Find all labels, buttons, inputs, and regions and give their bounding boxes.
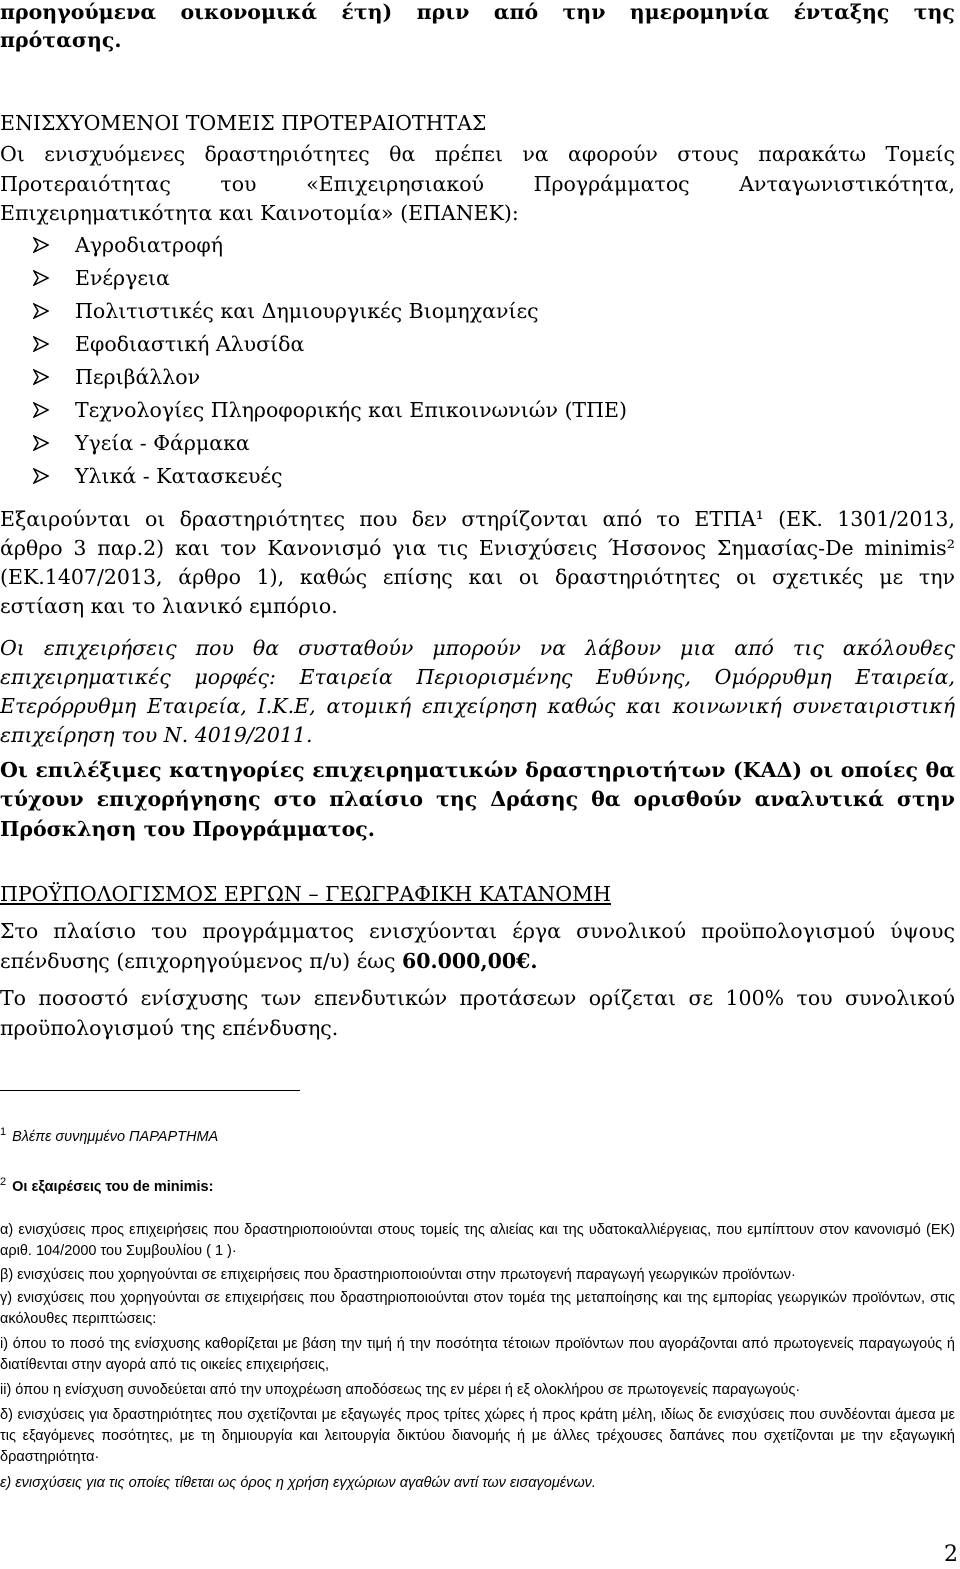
word: συσταθούν: [298, 636, 414, 660]
word: επιχορήγησης: [96, 787, 261, 811]
word: Στο: [0, 919, 39, 943]
word: ποσοστό: [38, 986, 129, 1010]
word: οι: [736, 565, 757, 589]
footnote-item-ii: ii) όπου η ενίσχυση συνοδεύεται από την υποχρέωση αποδόσεως της εν μέρει ή εξ ολοκλήρου σε πρωτογενείς παραγωγούς·: [0, 1382, 801, 1398]
word: ατομική: [326, 694, 412, 718]
word: θα: [389, 142, 416, 166]
word: Οι: [0, 636, 25, 660]
word: Ανταγωνιστικότητα,: [739, 172, 955, 196]
word: θα: [925, 758, 955, 782]
word: προγράμματος: [202, 919, 355, 943]
word: μια: [680, 636, 716, 660]
word: άρθρο: [0, 536, 63, 560]
list-item: [0, 294, 627, 327]
word: που: [359, 507, 398, 531]
word: κοινωνική: [672, 694, 782, 718]
list-item-label: Ενέργεια: [75, 265, 170, 290]
exclusions-line-4: εστίαση και το λιανικό εμπόριο.: [0, 594, 338, 618]
word: στους: [677, 142, 739, 166]
word: πλαίσιο: [53, 919, 137, 943]
list-item-label: Εφοδιαστική Αλυσίδα: [75, 331, 305, 356]
word: ύψους: [890, 919, 955, 943]
word: (ΕΚ.: [778, 507, 823, 531]
word: να: [522, 142, 549, 166]
arrow-bullet-icon: [33, 303, 49, 319]
budget-p1-line-2: [0, 947, 960, 976]
arrow-bullet-icon: [33, 435, 49, 451]
word: των: [260, 986, 302, 1010]
footnote-item-i: i) όπου το ποσό της ενίσχυσης καθορίζεται με βάση την τιμή ή την ποσότητα τέτοιων προϊόντων που αγοράζονται από πρωτογενείς παραγωγούς ή διατίθενται στην αγορά από τις οικείες επιχειρήσεις,: [0, 1336, 955, 1373]
word: του: [151, 919, 188, 943]
word: έργα: [512, 919, 562, 943]
carryover-line-1: [0, 0, 955, 27]
word: (ΚΑΔ): [733, 758, 803, 782]
word: ορισθούν: [633, 787, 742, 811]
word: συνεταιριστική: [792, 694, 955, 718]
word: πλαίσιο: [329, 787, 424, 811]
budget-amount: 60.000,00€.: [401, 949, 538, 973]
list-item: [0, 393, 627, 426]
sectors-intro-line-3: Επιχειρηματικότητα και Καινοτομία» (ΕΠΑΝΕΚ):: [0, 201, 519, 225]
word: Κανονισμό: [267, 536, 382, 560]
word: επιχειρήσεις: [43, 636, 177, 660]
sectors-heading: ΕΝΙΣΧΥΟΜΕΝΟΙ ΤΟΜΕΙΣ ΠΡΟΤΕΡΑΙΟΤΗΤΑΣ: [0, 111, 487, 135]
word: δραστηριότητες: [204, 142, 370, 166]
list-item: [0, 327, 627, 360]
word: Ενισχύσεις: [478, 536, 598, 560]
word: στηρίζονται: [461, 507, 589, 531]
word: ορίζεται: [588, 986, 677, 1010]
arrow-bullet-icon: [33, 369, 49, 385]
list-item-label: Υγεία - Φάρμακα: [75, 430, 250, 455]
word: κατηγορίες: [169, 758, 305, 782]
word: δραστηριότητες: [554, 565, 721, 589]
word: 3: [73, 536, 87, 560]
budget-text: επένδυσης (επιχορηγούμενος π/υ) έως: [0, 949, 402, 973]
forms-line-4: επιχείρηση του Ν. 4019/2011.: [0, 723, 313, 747]
word: του: [220, 172, 257, 196]
list-item-label: Πολιτιστικές και Δημιουργικές Βιομηχανίες: [75, 298, 539, 323]
word: συνολικού: [845, 986, 955, 1010]
word: με: [879, 565, 904, 589]
word: Περιορισμένης: [416, 665, 573, 689]
word: επενδυτικών: [313, 986, 448, 1010]
budget-p2-line-1: [0, 984, 955, 1013]
word: στην: [896, 787, 955, 811]
word: οι: [144, 507, 166, 531]
footnote-item-d: δ) ενισχύσεις για δραστηριότητες που σχετίζονται με εξαγωγές προς τρίτες χώρες ή προς κράτη μέλη, ιδίως δε ενισχύσεις που συνδέονται άμεσα με τις εξαγόμενες ποσότητες, με τη δημιουργία και λειτουργία δικτύου διανομής ή με άλλες τρέχουσες δαπάνες που σχετίζονται με την εξαγωγική δραστηριότητα·: [0, 1407, 955, 1465]
word: σχετικές: [772, 565, 864, 589]
word: καθώς: [547, 694, 616, 718]
word: της: [913, 0, 955, 24]
sectors-intro-line-2: [0, 170, 955, 199]
word: τον: [220, 536, 257, 560]
word: επιλέξιμες: [35, 758, 162, 782]
word: ημερομηνία: [629, 0, 770, 24]
word: το: [656, 507, 681, 531]
footnote-item-c: γ) ενισχύσεις που χορηγούνται σε επιχειρήσεις που δραστηριοποιούνται στον τομέα της μεταποίησης και της εμπορίας γεωργικών προϊόντων, στις ακόλουθες περιπτώσεις:: [0, 1290, 955, 1327]
word: που: [195, 636, 234, 660]
word: οι: [809, 758, 834, 782]
carryover-line-2: πρότασης.: [0, 28, 122, 52]
word: ακόλουθες: [842, 636, 955, 660]
word: δραστηριότητες: [179, 507, 345, 531]
word: του: [796, 986, 833, 1010]
forms-line-3: [0, 692, 955, 721]
list-item-label: Υλικά - Κατασκευές: [75, 463, 283, 488]
list-item: [0, 360, 627, 393]
word: Ευθύνης,: [596, 665, 691, 689]
word: ΕΤΠΑ¹: [694, 507, 764, 531]
word: Εταιρεία,: [147, 694, 247, 718]
word: στο: [273, 787, 317, 811]
forms-line-1: [0, 634, 955, 663]
word: τις: [437, 536, 469, 560]
list-item: [0, 426, 627, 459]
word: τις: [792, 636, 824, 660]
word: Ετερόρρυθμη: [0, 694, 137, 718]
word: επίσης: [382, 565, 453, 589]
arrow-bullet-icon: [33, 402, 49, 418]
word: επιχειρηματικές: [0, 665, 171, 689]
word: θα: [591, 787, 621, 811]
word: από: [493, 0, 539, 24]
kad-line-1: [0, 756, 955, 785]
footnote-number: 1: [0, 1126, 7, 1138]
word: τύχουν: [0, 787, 84, 811]
page-number: 2: [944, 1542, 958, 1567]
list-item-label: Περιβάλλον: [75, 364, 201, 389]
budget-p2-line-2: προϋπολογισμού της επένδυσης.: [0, 1016, 339, 1040]
word: μπορούν: [432, 636, 521, 660]
word: Ήσσονος: [608, 536, 707, 560]
word: Εξαιρούνται: [0, 507, 131, 531]
word: από: [602, 507, 643, 531]
footnote-1: [0, 1127, 955, 1149]
list-item: [0, 261, 627, 294]
word: επιχείρηση: [422, 694, 537, 718]
word: (ΕΚ.1407/2013,: [0, 565, 163, 589]
word: οποίες: [840, 758, 918, 782]
word: και: [468, 565, 504, 589]
word: σε: [688, 986, 714, 1010]
word: παρακάτω: [758, 142, 867, 166]
word: 1),: [256, 565, 285, 589]
word: ενισχύονται: [369, 919, 498, 943]
word: Οι: [0, 758, 28, 782]
word: Εταιρεία,: [855, 665, 955, 689]
list-item: [0, 459, 627, 492]
word: πρέπει: [434, 142, 503, 166]
word: θα: [252, 636, 280, 660]
word: να: [539, 636, 567, 660]
word: «Επιχειρησιακού: [306, 172, 485, 196]
arrow-bullet-icon: [33, 237, 49, 253]
word: της: [436, 787, 478, 811]
footnote-number: 2: [0, 1176, 7, 1188]
list-item-label: Αγροδιατροφή: [75, 232, 224, 257]
list-item-label: Τεχνολογίες Πληροφορικής και Επικοινωνιών (ΤΠΕ): [75, 397, 627, 422]
word: ενισχυόμενες: [44, 142, 186, 166]
arrow-bullet-icon: [33, 468, 49, 484]
footnote-item-b: β) ενισχύσεις που χορηγούνται σε επιχειρήσεις που δραστηριοποιούνται στην πρωτογενή παραγωγή γεωργικών προϊόντων·: [0, 1267, 796, 1283]
word: και: [174, 536, 210, 560]
word: προϋπολογισμού: [701, 919, 876, 943]
word: για: [392, 536, 427, 560]
forms-line-2: [0, 663, 955, 692]
sectors-intro-line-1: [0, 140, 955, 169]
word: 1301/2013,: [837, 507, 955, 531]
arrow-bullet-icon: [33, 336, 49, 352]
word: minimis²: [864, 536, 955, 560]
exclusions-line-1: [0, 505, 955, 534]
word: την: [918, 565, 955, 589]
list-item: [0, 228, 627, 261]
word: Οι: [0, 142, 25, 166]
word: πριν: [416, 0, 470, 24]
word: επιχειρηματικών: [312, 758, 518, 782]
footnote-2: [0, 1177, 955, 1199]
word: την: [562, 0, 606, 24]
word: Προτεραιότητας: [0, 172, 171, 196]
word: μορφές:: [194, 665, 276, 689]
arrow-bullet-icon: [33, 270, 49, 286]
word: προτάσεων: [459, 986, 577, 1010]
word: Δράσης: [490, 787, 579, 811]
word: αναλυτικά: [754, 787, 884, 811]
word: 100%: [725, 986, 785, 1010]
word: Το: [0, 986, 27, 1010]
justified-row: [0, 0, 955, 27]
exclusions-line-2: [0, 534, 955, 563]
sectors-list: [0, 228, 627, 492]
word: συνολικού: [576, 919, 687, 943]
word: δραστηριοτήτων: [525, 758, 726, 782]
word: Ι.Κ.Ε,: [257, 694, 316, 718]
footnote-text: Οι εξαιρέσεις του de minimis:: [12, 1179, 214, 1195]
word: ένταξης: [793, 0, 890, 24]
kad-line-2: [0, 785, 955, 814]
footnote-item-a: α) ενισχύσεις προς επιχειρήσεις που δραστηριοποιούνται στους τομείς της αλιείας και της υδατοκαλλιέργειας, που εμπίπτουν στον κανονισμό (ΕΚ) αριθ. 104/2000 του Συμβουλίου ( 1 )·: [0, 1222, 955, 1259]
word: άρθρο: [178, 565, 241, 589]
kad-line-3: Πρόσκληση του Προγράμματος.: [0, 817, 375, 841]
word: και: [626, 694, 662, 718]
word: από: [734, 636, 774, 660]
word: αφορούν: [568, 142, 658, 166]
word: Εταιρεία: [299, 665, 393, 689]
budget-heading: ΠΡΟΫΠΟΛΟΓΙΣΜΟΣ ΕΡΓΩΝ – ΓΕΩΓΡΑΦΙΚΗ ΚΑΤΑΝΟΜΗ: [0, 882, 611, 906]
word: Τομείς: [885, 142, 955, 166]
exclusions-line-3: [0, 563, 955, 592]
footnote-separator: [0, 1090, 300, 1091]
budget-p1-line-1: [0, 917, 955, 946]
word: οικονομικά: [180, 0, 318, 24]
word: παρ.2): [97, 536, 165, 560]
word: ενίσχυσης: [140, 986, 249, 1010]
word: οι: [518, 565, 540, 589]
footnote-item-e: ε) ενισχύσεις για τις οποίες τίθεται ως όρος η χρήση εγχώριων αγαθών αντί των εισαγομένων.: [0, 1475, 596, 1491]
word: έτη): [341, 0, 393, 24]
word: Προγράμματος: [533, 172, 690, 196]
word: προηγούμενα: [0, 0, 157, 24]
word: καθώς: [299, 565, 368, 589]
word: δεν: [411, 507, 448, 531]
word: Ομόρρυθμη: [714, 665, 832, 689]
footnote-text: Βλέπε συνημμένο ΠΑΡΑΡΤΗΜΑ: [12, 1129, 219, 1145]
word: Σημασίας-De: [716, 536, 854, 560]
word: λάβουν: [585, 636, 662, 660]
